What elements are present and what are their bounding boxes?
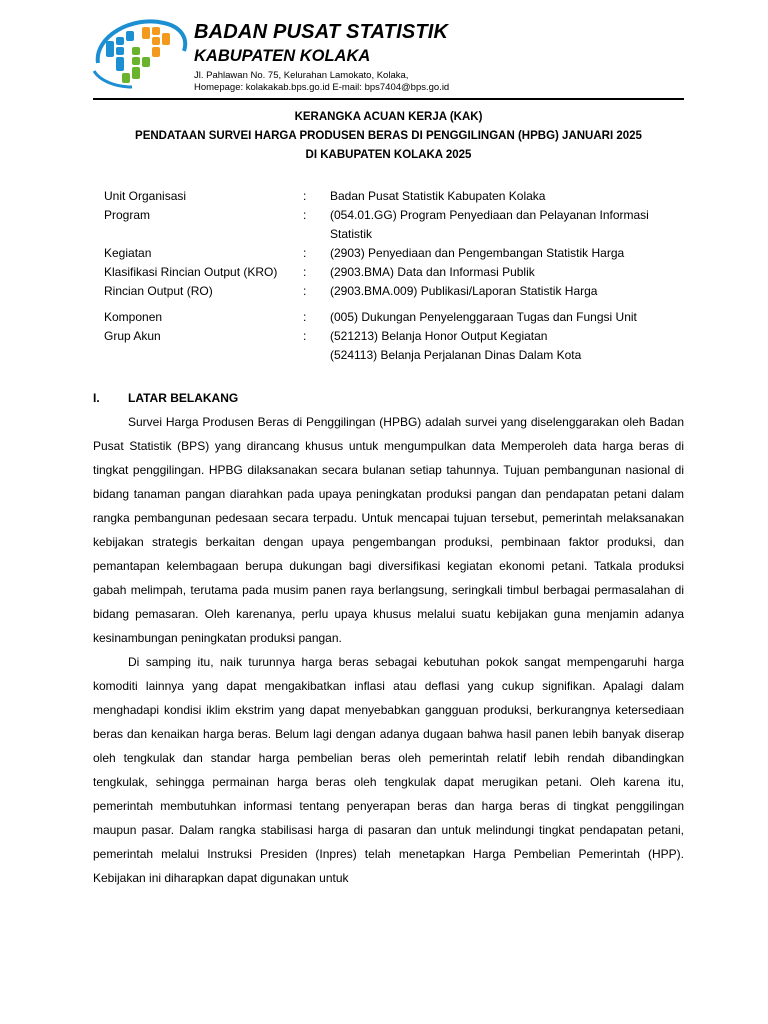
title-line-3: DI KABUPATEN KOLAKA 2025 (305, 149, 472, 161)
title-line-2: PENDATAAN SURVEI HARGA PRODUSEN BERAS DI PENGGILINGAN (HPBG) JANUARI 2025 (135, 130, 642, 142)
info-row (104, 327, 694, 365)
info-label: Unit Organisasi (104, 189, 187, 203)
info-colon: : (303, 265, 307, 279)
info-value: Badan Pusat Statistik Kabupaten Kolaka (330, 189, 546, 203)
document-title (93, 108, 684, 165)
info-row (104, 282, 694, 301)
info-label: Grup Akun (104, 329, 161, 343)
info-colon: : (303, 246, 307, 260)
info-label: Program (104, 208, 151, 222)
info-colon: : (303, 329, 307, 343)
info-table (104, 187, 694, 365)
info-label: Rincian Output (RO) (104, 284, 213, 298)
paragraph: Di samping itu, naik turunnya harga beras sebagai kebutuhan pokok sangat mempengaruhi harga komoditi lainnya yang dapat mengakibatkan inflasi atau deflasi yang cukup signifikan. Apalagi dalam menghadapi kondisi iklim ekstrim yang dapat menyebabkan gangguan produksi, berkurangnya ketersediaan beras dan kenaikan harga beras. Belum lagi dengan adanya dugaan bahwa hasil panen lebih banyak diserap oleh tengkulak dan standar harga pembelian beras oleh pemerintah relatif lebih rendah dibandingkan tengkulak, sehingga permainan harga beras oleh tengkulak dapat merugikan petani. Oleh karena itu, pemerintah membutuhkan informasi tentang penyerapan beras dan harga beras di tingkat penggilingan maupun pasar. Dalam rangka stabilisasi harga di pasaran dan untuk melindungi tingkat pendapatan petani, pemerintah melalui Instruksi Presiden (Inpres) telah menetapkan Harga Pembelian Pemerintah (HPP). Kebijakan ini diharapkan dapat digunakan untuk (93, 655, 684, 885)
info-value: (054.01.GG) Program Penyediaan dan Pelayanan Informasi (330, 208, 649, 222)
title-line-1: KERANGKA ACUAN KERJA (KAK) (294, 111, 483, 123)
org-unit: KABUPATEN KOLAKA (194, 47, 371, 65)
info-label: Klasifikasi Rincian Output (KRO) (104, 265, 278, 279)
info-label: Kegiatan (104, 246, 152, 260)
header-divider (93, 98, 684, 100)
info-colon: : (303, 284, 307, 298)
section-latar-belakang (93, 388, 684, 890)
bps-logo (92, 17, 188, 91)
info-value: (2903.BMA) Data dan Informasi Publik (330, 265, 535, 279)
info-label: Komponen (104, 310, 163, 324)
info-value: (2903) Penyediaan dan Pengembangan Statistik Harga (330, 246, 625, 260)
section-heading (93, 388, 684, 408)
address-line: Jl. Pahlawan No. 75, Kelurahan Lamokato, Kolaka, (194, 70, 409, 81)
paragraph: Survei Harga Produsen Beras di Penggilingan (HPBG) adalah survei yang diselenggarakan oleh Badan Pusat Statistik (BPS) yang dirancang khusus untuk mengumpulkan data Memperoleh data harga beras di tingkat penggilingan. HPBG dilaksanakan secara bulanan setiap tahunnya. Tujuan pembangunan nasional di bidang tanaman pangan diarahkan pada upaya peningkatan produksi pangan dan pendapatan petani dalam rangka pembangunan pedesaan secara terpadu. Untuk mencapai tujuan tersebut, pemerintah melaksanakan kebijakan strategis berkaitan dengan upaya pengembangan produksi, pembinaan faktor produksi, dan pemantapan kelembagaan berupa dukungan bagi diversifikasi kegiatan ekonomi petani. Tatkala produksi gabah melimpah, terutama pada musim panen raya berlangsung, seringkali timbul berbagai permasalahan di bidang pemasaran. Oleh karenanya, perlu upaya khusus melalui suatu kebijakan guna menjamin adanya kesinambungan peningkatan produksi pangan. (93, 415, 684, 645)
info-value: Statistik (330, 227, 373, 241)
info-row (104, 308, 694, 327)
info-row (104, 263, 694, 282)
contact-line (194, 82, 449, 93)
section-title: LATAR BELAKANG (128, 391, 239, 405)
info-value: (524113) Belanja Perjalanan Dinas Dalam Kota (330, 348, 582, 362)
info-colon: : (303, 310, 307, 324)
info-value: (2903.BMA.009) Publikasi/Laporan Statistik Harga (330, 284, 598, 298)
info-row (104, 244, 694, 263)
info-row (104, 187, 694, 206)
info-value: (521213) Belanja Honor Output Kegiatan (330, 329, 548, 343)
info-value: (005) Dukungan Penyelenggaraan Tugas dan Fungsi Unit (330, 310, 637, 324)
org-name: BADAN PUSAT STATISTIK (194, 21, 449, 43)
section-number: I. (93, 391, 100, 405)
homepage-text: Homepage: kolakakab.bps.go.id E-mail: bps7404@bps.go.id (194, 82, 450, 93)
info-colon: : (303, 189, 307, 203)
info-row (104, 206, 694, 244)
info-colon: : (303, 208, 307, 222)
